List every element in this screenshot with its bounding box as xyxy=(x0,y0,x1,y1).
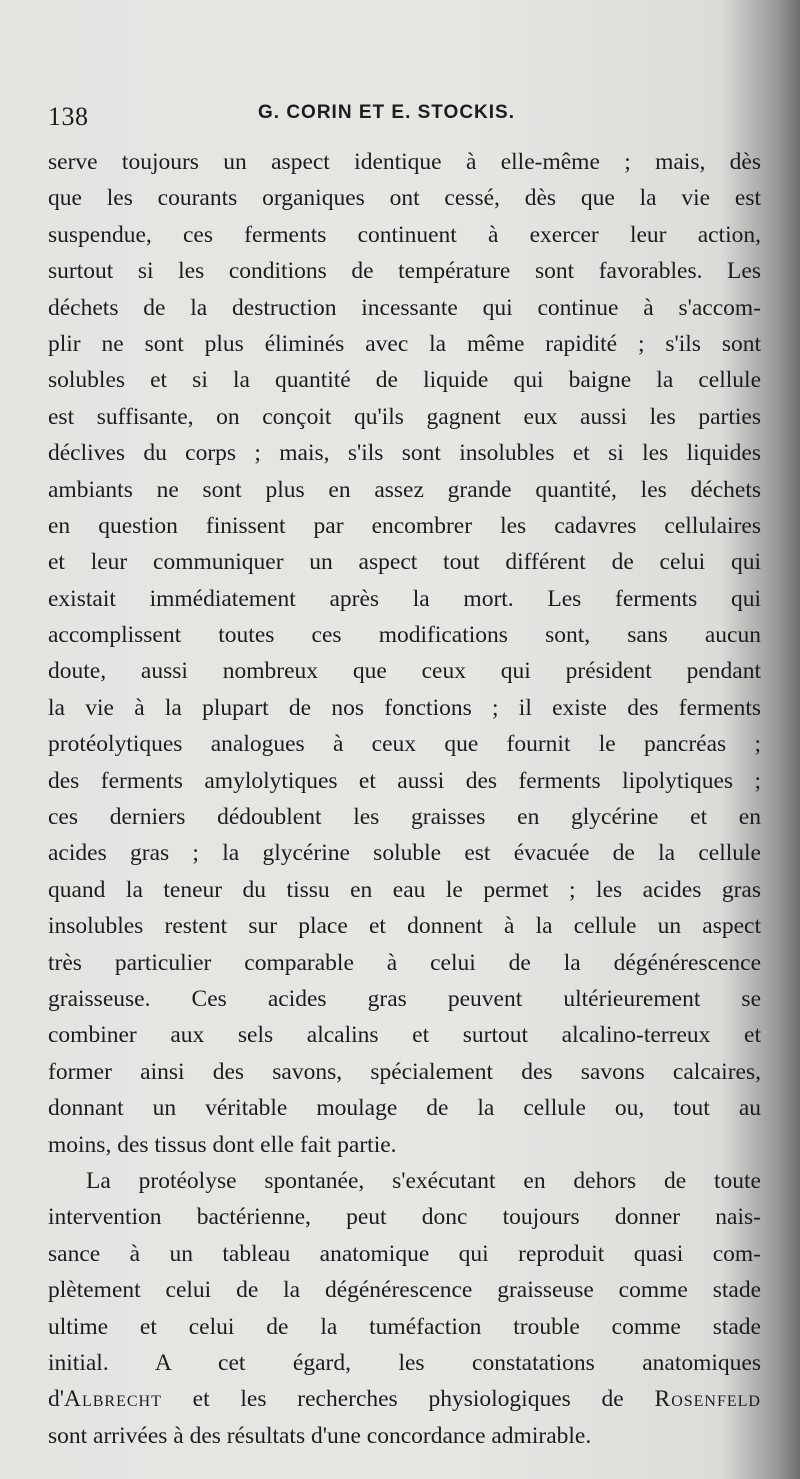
text-fragment: et les recherches physiologiques de xyxy=(161,1386,655,1413)
text-line: insolubles restent sur place et donnent à la cellule un aspect xyxy=(48,913,761,940)
text-line: doute, aussi nombreux que ceux qui président pendant xyxy=(48,658,761,685)
text-line: la vie à la plupart de nos fonctions ; il existe des ferments xyxy=(48,694,761,721)
text-line xyxy=(48,1381,761,1417)
page-header xyxy=(48,96,768,136)
author-name-rosenfeld: Rosenfeld xyxy=(654,1386,761,1413)
text-line: La protéolyse spontanée, s'exécutant en dehors de toute xyxy=(86,1167,761,1194)
text-line: former ainsi des savons, spécialement des savons calcaires, xyxy=(48,1058,761,1085)
text-line: ambiants ne sont plus en assez grande quantité, les déchets xyxy=(48,476,761,503)
text-line: surtout si les conditions de température sont favorables. Les xyxy=(48,258,761,285)
text-line: très particulier comparable à celui de la dégénérescence xyxy=(48,949,761,976)
text-line: serve toujours un aspect identique à elle-même ; mais, dès xyxy=(48,149,761,175)
text-line: graisseuse. Ces acides gras peuvent ultérieurement se xyxy=(48,985,761,1012)
text-line: existait immédiatement après la mort. Les ferments qui xyxy=(48,585,761,612)
text-line: des ferments amylolytiques et aussi des ferments lipolytiques ; xyxy=(48,767,761,794)
page-number: 138 xyxy=(48,102,89,131)
text-line: protéolytiques analogues à ceux que fournit le pancréas ; xyxy=(48,731,761,758)
text-line: déchets de la destruction incessante qui continue à s'accom- xyxy=(48,294,761,321)
text-line: sance à un tableau anatomique qui reproduit quasi com- xyxy=(48,1240,761,1267)
text-line: déclives du corps ; mais, s'ils sont insolubles et si les liquides xyxy=(48,440,761,467)
text-line: donnant un véritable moulage de la cellule ou, tout au xyxy=(48,1095,761,1122)
paragraph-2 xyxy=(48,1163,761,1454)
text-line: intervention bactérienne, peut donc toujours donner nais- xyxy=(48,1204,761,1231)
text-line: plir ne sont plus éliminés avec la même rapidité ; s'ils sont xyxy=(48,330,761,357)
body-text xyxy=(48,144,761,1454)
text-fragment: d' xyxy=(48,1386,64,1413)
author-name-albrecht: Albrecht xyxy=(63,1386,162,1413)
text-line: que les courants organiques ont cessé, dès que la vie est xyxy=(48,185,761,212)
text-line: plètement celui de la dégénérescence graisseuse comme stade xyxy=(48,1277,761,1304)
text-line: solubles et si la quantité de liquide qui baigne la cellule xyxy=(48,367,761,394)
text-line: quand la teneur du tissu en eau le permet ; les acides gras xyxy=(48,876,761,903)
text-line: moins, des tissus dont elle fait partie. xyxy=(48,1131,397,1158)
running-head: G. CORIN ET E. STOCKIS. xyxy=(258,102,516,123)
text-line: sont arrivées à des résultats d'une concordance admirable. xyxy=(48,1422,592,1449)
text-line: et leur communiquer un aspect tout différent de celui qui xyxy=(48,549,761,576)
text-line: en question finissent par encombrer les cadavres cellulaires xyxy=(48,512,761,539)
text-line: combiner aux sels alcalins et surtout alcalino-terreux et xyxy=(48,1022,761,1049)
text-line: acides gras ; la glycérine soluble est évacuée de la cellule xyxy=(48,840,761,867)
text-line: est suffisante, on conçoit qu'ils gagnent eux aussi les parties xyxy=(48,403,761,430)
text-line: suspendue, ces ferments continuent à exercer leur action, xyxy=(48,221,761,248)
text-line: initial. A cet égard, les constatations anatomiques xyxy=(48,1349,761,1376)
text-line: ultime et celui de la tuméfaction trouble comme stade xyxy=(48,1313,761,1340)
text-line: ces derniers dédoublent les graisses en glycérine et en xyxy=(48,804,761,831)
paragraph-1 xyxy=(48,144,761,1163)
text-line: accomplissent toutes ces modifications sont, sans aucun xyxy=(48,622,761,649)
